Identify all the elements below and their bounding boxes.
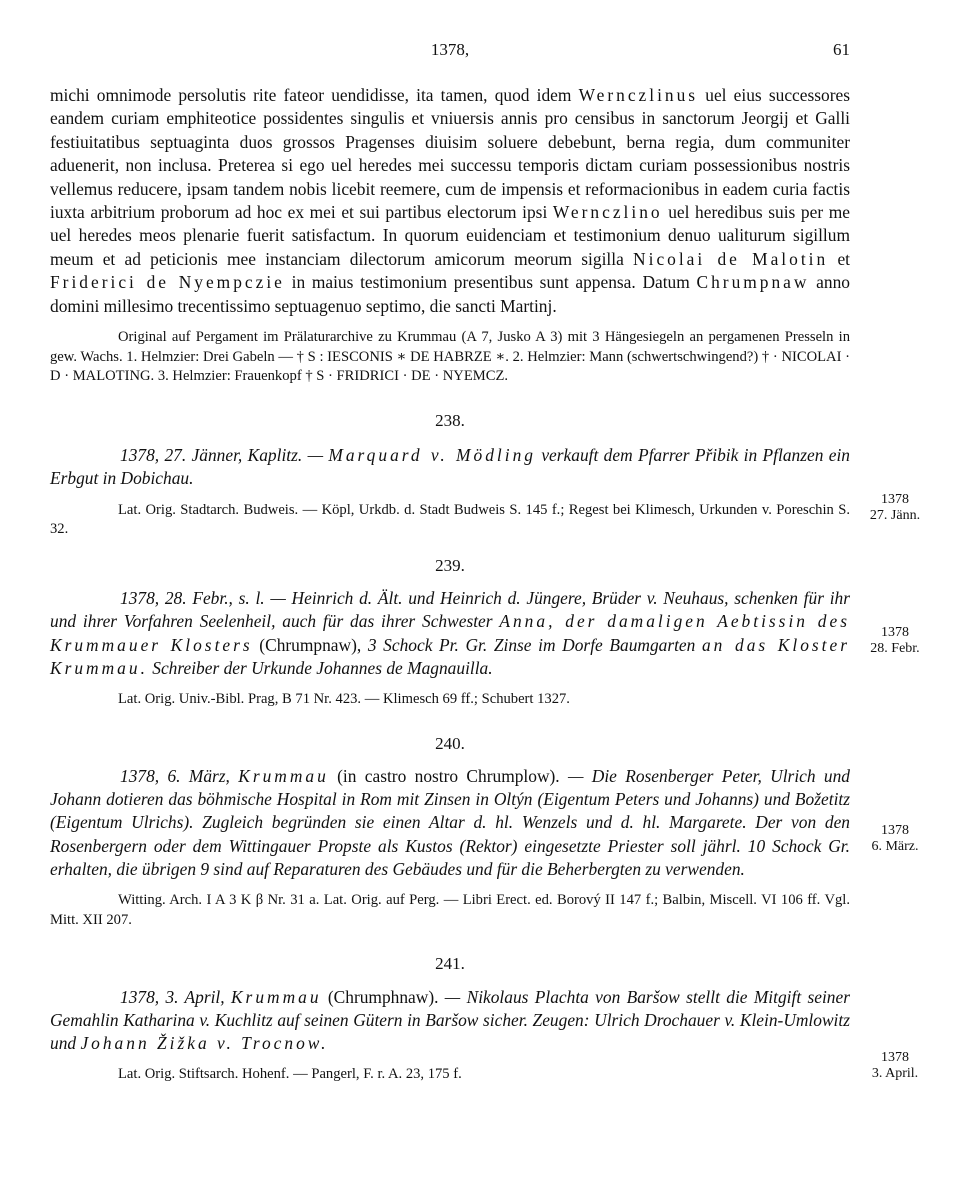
entry-number-238: 238.	[435, 410, 465, 430]
regest-239: 1378, 28. Febr., s. l. — Heinrich d. Ält. und Heinrich d. Jüngere, Brüder v. Neuhaus, schenken für ihr und ihrer Vorfahren Seelenheil, auch für das ihrer Schwester Anna, der damaligen Aebtissin des Krummauer Klosters (Chrumpnaw), 3 Schock Pr. Gr. Zinse im Dorfe Baumgarten an das Kloster Krummau. Schreiber der Urkunde Johannes de Magnauilla.	[50, 588, 850, 678]
charter-text-237: michi omnimode persolutis rite fateor uendidisse, ita tamen, quod idem Wernczlinus uel eius successores eandem curiam emphiteotice possidentes singulis et vniuersis annis pro censibus in sanctorum Jeorgij et Galli festiuitatibus septuaginta duos grossos Pragenses diuisim soluere debebunt, berna regia, dum communiter aduenerit, non inclusa. Preterea si ego uel heredes mei successu temporis dictam curiam possessionibus nostris vellemus reducere, ipsam tandem nobis licebit reemere, cum de impensis et reformacionibus in eadem curia factis iuxta arbitrium proborum ad hoc ex mei et sui partibus electorum ipsi Wernczlino uel heredibus suis per me uel heredes meos plenarie fuerit satisfactum. In quorum euidenciam et testimonium denuo ualiturum sigillum meum et ad peticionis mee instanciam dilectorum amicorum meorum sigilla Nicolai de Malotin et Friderici de Nyempczie in maius testimonium presentibus sunt appensa. Datum Chrumpnaw anno domini millesimo trecentissimo septuagenuo septimo, die sancti Martinj.	[50, 85, 850, 316]
running-header	[50, 40, 850, 64]
entry-number-239: 239.	[435, 555, 465, 575]
margin-date-238: 1378 27. Jänn.	[869, 492, 921, 523]
regest-241: 1378, 3. April, Krummau (Chrumphnaw). — Nikolaus Plachta von Baršow stellt die Mitgift seiner Gemahlin Katharina v. Kuchlitz auf seinen Gütern in Baršow sicher. Zeugen: Ulrich Drochauer v. Klein-Umlowitz und Johann Žižka v. Trocnow.	[50, 986, 850, 1054]
margin-date-241: 1378 3. April.	[871, 1050, 919, 1081]
regest-240: 1378, 6. März, Krummau (in castro nostro Chrumplow). — Die Rosenberger Peter, Ulrich und Johann dotieren das böhmische Hospital in Rom mit Zinsen in Oltýn (Eigentum Peters und Johanns) und Božetitz (Eigentum Ulrichs). Zugleich begründen sie einen Altar d. hl. Wenzels und d. hl. Margarete. Der von den Rosenbergern oder dem Wittingauer Propste als Kustos (Rektor) eingesetzte Priester soll jährl. 10 Schock Gr. erhalten, die übrigen 9 sind auf Reparaturen des Gebäudes und für die Beherbergten zu verwenden.	[50, 766, 850, 879]
source-note-238: Lat. Orig. Stadtarch. Budweis. — Köpl, Urkdb. d. Stadt Budweis S. 145 f.; Regest bei Klimesch, Urkunden v. Poreschin S. 32.	[50, 501, 850, 538]
source-note-240: Witting. Arch. I A 3 K β Nr. 31 a. Lat. Orig. auf Perg. — Libri Erect. ed. Borový II 147 f.; Balbin, Miscell. VI 106 ff. Vgl. Mitt. XII 207.	[50, 892, 850, 928]
source-note-237: Original auf Pergament im Prälaturarchive zu Krummau (A 7, Jusko A 3) mit 3 Hängesiegeln an pergamenen Presseln in gew. Wachs. 1. Helmzier: Drei Gabeln — † S : IESCONIS ∗ DE HABRZE ∗. 2. Helmzier: Mann (schwertschwingend?) † · NICOLAI · D · MALOTING. 3. Helmzier: Frauenkopf † S · FRIDRICI · DE · NYEMCZ.	[50, 329, 850, 385]
margin-date-240: 1378 6. März.	[871, 823, 919, 854]
page-number: 61	[833, 40, 850, 59]
margin-date-239: 1378 28. Febr.	[870, 625, 920, 656]
source-note-239: Lat. Orig. Univ.-Bibl. Prag, B 71 Nr. 423. — Klimesch 69 ff.; Schubert 1327.	[118, 691, 570, 708]
entry-number-241: 241.	[435, 954, 465, 974]
source-note-241: Lat. Orig. Stiftsarch. Hohenf. — Pangerl, F. r. A. 23, 175 f.	[118, 1066, 462, 1083]
regest-238: 1378, 27. Jänner, Kaplitz. — Marquard v. Mödling verkauft dem Pfarrer Přibik in Pflanzen ein Erbgut in Dobichau.	[50, 445, 850, 489]
entry-number-240: 240.	[435, 733, 465, 753]
header-year: 1378,	[430, 40, 470, 59]
document-body	[50, 84, 850, 1085]
